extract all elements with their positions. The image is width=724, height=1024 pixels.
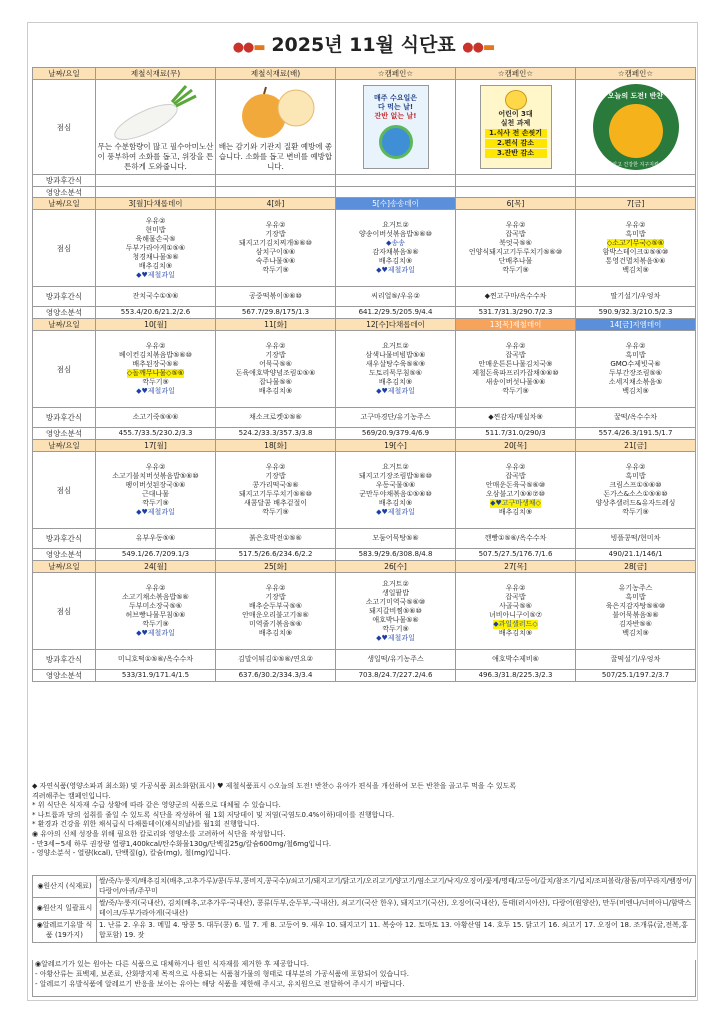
menu-item: ◇돌깨무나물◇⑤⑥: [126, 369, 185, 377]
footer-text: 쌀/죽/누룽지/배추김치(배추,고추가루)/콩(두부,콩비지,콩국수)/쇠고기/돼지고기/닭고기/오리고기/양고기/염소고기/낙지/오징어/꽃게/명태/고등어/갈치/참조기/넙치/조피볼락/참돔/미꾸라지/뱀장어/다랑어/아귀/주꾸미: [97, 876, 696, 898]
day-header: 14[금]지엠데이: [576, 319, 696, 331]
poster-text: 1.식사 전 손씻기: [485, 129, 547, 138]
campaign-poster-2: [480, 85, 552, 169]
day-header: 4[화]: [216, 198, 336, 210]
note-line: * 나트륨과 당의 섭취를 줄일 수 있도록 식단을 작성하여 월 1회 저당데이 및 저염(국염도0.4%이하)데이를 진행합니다.: [32, 810, 395, 819]
plate-icon: [609, 104, 663, 158]
snack-cell: ◆찐고구마/옥수수차: [456, 287, 576, 307]
menu-item: 근대나물: [141, 490, 170, 498]
menu-item: 우유②: [625, 342, 646, 350]
menu-item: 배추김치⑨: [138, 261, 173, 270]
menu-item: 깍두기⑨: [262, 508, 289, 516]
poster-text: 매주 수요일은: [373, 94, 417, 102]
warning-line: - 알레르기 유발식품에 알레르기 반응을 보이는 유아는 해당 식품을 제한해 주시고, 유치원으로 전달하여 주시기 바랍니다.: [35, 979, 405, 988]
campaign-poster-3: [593, 84, 679, 170]
menu-item: 우유②: [505, 221, 526, 229]
empty-cell: [216, 175, 336, 187]
day-header: 17[월]: [96, 440, 216, 452]
menu-item: ◆♥고구마생채◇: [490, 499, 541, 507]
snack-cell: 김말이튀김①⑤⑥/연요②: [216, 650, 336, 670]
menu-item: 어묵국⑤⑥: [259, 360, 292, 368]
lunch-cell: [336, 452, 456, 529]
menu-item: 삼치구이⑤⑥: [255, 248, 296, 256]
menu-item: 잡나물⑤⑥: [259, 378, 292, 386]
menu-item: 깍두기⑨: [262, 266, 289, 274]
lunch-label: 점심: [33, 80, 96, 175]
fruit-decoration-icon: ●●▬: [232, 40, 265, 55]
empty-cell: [456, 175, 576, 187]
snack-cell: 미니호떡①⑤⑥/옥수수차: [96, 650, 216, 670]
snack-label: 방과후간식: [33, 408, 96, 428]
poster-text: 맛있고 건강한 지구지킴이: [607, 162, 664, 168]
menu-item: 배추김치⑨: [498, 508, 533, 516]
nutrition-cell: 703.8/24.7/227.2/4.6: [336, 670, 456, 682]
menu-item: 언양식돼지고기두루치기⑤⑥⑩: [468, 248, 563, 256]
empty-cell: [336, 187, 456, 198]
earth-icon: [379, 125, 413, 159]
menu-item: 청경채나물⑤⑥: [132, 252, 179, 261]
menu-item: 우유②: [145, 584, 166, 592]
lunch-cell: [456, 331, 576, 408]
poster-text: 2.편식 감소: [485, 139, 547, 148]
note-line: 격려해주는 캠페인입니다.: [32, 791, 111, 800]
menu-item: 깍두기⑨: [622, 508, 649, 516]
nutrition-cell: 557.4/26.3/191.5/1.7: [576, 428, 696, 440]
snack-label: 방과후간식: [33, 175, 96, 187]
menu-item: 우유②: [145, 463, 166, 471]
campaign-poster-challenge: [576, 80, 696, 175]
title-text: 2025년 11월 식단표: [271, 34, 456, 56]
day-header: 25[화]: [216, 561, 336, 573]
menu-item: 요거트②: [382, 342, 409, 350]
menu-item: 배추된장국⑤⑥: [132, 360, 179, 368]
menu-item: 흑미밥: [625, 351, 646, 359]
menu-item: 우유②: [145, 342, 166, 350]
menu-item: 배추김치⑨: [258, 387, 293, 395]
day-label: 날짜/요일: [33, 440, 96, 452]
snack-cell: 공중떡볶이⑤⑥⑩: [216, 287, 336, 307]
empty-cell: [576, 187, 696, 198]
lunch-cell: [336, 210, 456, 287]
nutrition-cell: 553.4/20.6/21.2/2.6: [96, 307, 216, 319]
menu-item: 배추김치⑨: [258, 629, 293, 637]
menu-item: 우유②: [265, 463, 286, 471]
snack-cell: 꿀떡/옥수수차: [576, 408, 696, 428]
menu-item: 안매운돈육국⑤⑥⑩: [485, 481, 546, 489]
menu-item: 배추김치⑨: [378, 257, 413, 265]
lunch-cell: [456, 210, 576, 287]
radish-icon: [106, 82, 206, 140]
snack-cell: 깬빵①⑤⑥/옥수수차: [456, 529, 576, 549]
menu-item: ◆♥제철과일: [136, 270, 175, 279]
nutrition-label: 영양소분석: [33, 670, 96, 682]
snack-label: 방과후간식: [33, 287, 96, 307]
menu-item: 기장밥: [265, 593, 286, 601]
menu-item: 배추김치⑨: [378, 499, 413, 507]
note-line: ◉ 유아의 신체 성장을 위해 필요한 칼로리와 영양소를 고려하여 식단을 작성합니다.: [32, 829, 286, 838]
snack-cell: 붉은호박전①⑤⑥: [216, 529, 336, 549]
menu-item: 배추김치⑨: [498, 629, 533, 637]
snack-cell: 잔치국수①⑤⑥: [96, 287, 216, 307]
intro-header: 제철식재료(무): [96, 68, 216, 80]
menu-item: 흑미밥: [625, 230, 646, 238]
footer-text: 쌀/죽/누룽지(국내산), 김치(배추,고추가루-국내산), 콩류(두부,순두부,-국내산), 쇠고기(국산 한우), 돼지고기(국산), 오징어(국내산), 동태(러시아산), 다랑어(원양산), 만두(비엔나/너비아니/함박스테이크/두부가라아게(국내산): [97, 898, 696, 920]
snack-label: 방과후간식: [33, 529, 96, 549]
menu-item: 요거트②: [382, 221, 409, 229]
menu-item: 우유②: [505, 584, 526, 592]
menu-item: 돼지고기김치찌개⑤⑥⑩: [239, 239, 312, 247]
menu-item: 기장밥: [265, 230, 286, 238]
lunch-cell: [96, 452, 216, 529]
menu-sheet: [27, 22, 698, 1001]
nutrition-cell: 637.6/30.2/334.3/3.4: [216, 670, 336, 682]
intro-header: 제철식재료(배): [216, 68, 336, 80]
empty-cell: [576, 175, 696, 187]
menu-item: ◆♥제철과일: [136, 508, 175, 516]
menu-item: 소고기미역국⑤⑥⑩: [365, 597, 426, 606]
nutrition-cell: 507/25.1/197.2/3.7: [576, 670, 696, 682]
poster-text: 3.잔반 감소: [485, 149, 547, 158]
campaign-poster-clean-plate: [336, 80, 456, 175]
menu-item: 깍두기⑨: [142, 499, 169, 507]
empty-cell: [96, 187, 216, 198]
menu-item: 제철돈육파프리카잡채⑤⑥⑩: [472, 369, 559, 377]
snack-cell: 빙플콩떡/현미차: [576, 529, 696, 549]
campaign-poster-three-tasks: [456, 80, 576, 175]
menu-item: 우유②: [265, 221, 286, 229]
day-header: 12[수]다채롭데이: [336, 319, 456, 331]
lunch-cell: [216, 573, 336, 650]
menu-item: 잡곡밥: [505, 230, 526, 238]
menu-item: ◆♥제철과일: [376, 508, 415, 516]
nutrition-cell: 524.2/33.3/357.3/3.8: [216, 428, 336, 440]
menu-item: 깍두기⑨: [382, 624, 409, 633]
menu-item: 돼지고기장조림밥⑤⑥⑩: [359, 472, 432, 480]
menu-item: 흑미밥: [625, 472, 646, 480]
menu-item: 미역줄기볶음⑤⑥: [248, 620, 303, 628]
menu-item: 유기농주스: [618, 584, 653, 592]
menu-item: 현미밥: [145, 225, 166, 234]
campaign-poster-1: [363, 85, 429, 169]
lunch-cell: [216, 331, 336, 408]
nutrition-cell: 533/31.9/171.4/1.5: [96, 670, 216, 682]
menu-item: 애호박나물⑤⑥: [372, 615, 419, 624]
menu-item: 크림스프①⑤⑥⑩: [609, 481, 662, 489]
menu-item: 함박스테이크①⑤⑥⑩: [602, 248, 669, 256]
empty-cell: [96, 175, 216, 187]
allergy-warning: [32, 960, 696, 997]
lunch-cell: [96, 573, 216, 650]
day-header: 18[화]: [216, 440, 336, 452]
menu-table: [32, 67, 696, 682]
menu-item: 소고기채소볶음밥⑤⑥: [122, 593, 189, 601]
menu-item: 백김치⑨: [622, 629, 649, 637]
menu-item: 안매운튼튼나물김치국⑨: [478, 360, 553, 368]
menu-item: 깍두기⑨: [142, 620, 169, 628]
menu-item: 단배추나물: [498, 257, 533, 265]
poster-text: 어린이 3대: [498, 110, 533, 118]
day-header: 6[목]: [456, 198, 576, 210]
nutrition-cell: 531.7/31.3/290.7/2.3: [456, 307, 576, 319]
menu-item: 베이컨김치볶음밥⑤⑥⑩: [119, 351, 192, 359]
nutrition-cell: 507.5/27.5/176.7/1.6: [456, 549, 576, 561]
menu-item: 기장밥: [265, 472, 286, 480]
lunch-label: 점심: [33, 210, 96, 287]
snack-cell: 채소크로켓①⑤⑥: [216, 408, 336, 428]
lunch-cell: [576, 210, 696, 287]
menu-item: 깍두기⑨: [142, 378, 169, 386]
pear-illustration: [216, 80, 336, 175]
day-label: 날짜/요일: [33, 319, 96, 331]
lunch-cell: [336, 331, 456, 408]
lunch-cell: [96, 331, 216, 408]
menu-item: 양송이버섯볶음밥⑤⑥⑩: [359, 230, 432, 238]
menu-item: 통영건멸치볶음⑤⑥: [605, 257, 666, 265]
lunch-cell: [576, 331, 696, 408]
day-label: 날짜/요일: [33, 198, 96, 210]
warning-line: ◉알레르기가 있는 원아는 다른 식품으로 대체하거나 원인 식자재를 제거한 후 제공합니다.: [35, 960, 310, 968]
menu-item: 돈육애호박양념조림①⑤⑥: [235, 369, 316, 377]
poster-text: 오늘의 도전! 반찬: [607, 92, 664, 100]
menu-item: 우유②: [625, 463, 646, 471]
menu-item: 숙주나물⑤⑥: [255, 257, 296, 265]
menu-item: 우유②: [505, 342, 526, 350]
note-line: * 환경과 건강을 위한 채식급식 다채롭데이(채식의날)를 월1회 진행합니다.: [32, 820, 260, 829]
menu-item: 안매운오리불고기⑤⑥: [242, 611, 309, 619]
poster-text: 실천 과제: [500, 119, 531, 127]
menu-item: 새콤달콤 배추겉절이: [243, 499, 308, 507]
menu-item: 우유②: [265, 584, 286, 592]
note-line: * 위 식단은 식자재 수급 상황에 따라 같은 영양군의 식품으로 대체될 수 있습니다.: [32, 801, 281, 810]
nutrition-cell: 569/20.9/379.4/6.9: [336, 428, 456, 440]
menu-item: 깍두기⑨: [502, 387, 529, 395]
nutrition-cell: 567.7/29.8/175/1.3: [216, 307, 336, 319]
menu-item: 허브빵나물무침⑤⑥: [125, 611, 186, 619]
menu-item: 소세지채소볶음⑤: [608, 378, 663, 386]
menu-item: 새우살탕수육⑤⑥⑨: [365, 360, 426, 368]
menu-item: 우유②: [505, 463, 526, 471]
nutrition-cell: 517.5/26.6/234.6/2.2: [216, 549, 336, 561]
snack-cell: 딸기설기/우엉차: [576, 287, 696, 307]
snack-cell: ◆찐감자/매실차⑨: [456, 408, 576, 428]
menu-item: ◇소고기무국◇⑤⑥: [606, 239, 665, 247]
menu-item: 요거트②: [382, 579, 409, 588]
snack-cell: 소고기죽⑤⑥⑥: [96, 408, 216, 428]
lunch-cell: [456, 573, 576, 650]
day-header: 26[수]: [336, 561, 456, 573]
warning-line: - 아황산류는 표백제, 보존료, 산화방지제 목적으로 사용되는 식품첨가물의 형태로 대부분의 가공식품에 포함되어 있습니다.: [35, 969, 410, 978]
day-header: 10[월]: [96, 319, 216, 331]
lunch-cell: [216, 452, 336, 529]
menu-item: ◆♥제철과일: [136, 387, 175, 395]
lunch-cell: [216, 210, 336, 287]
menu-item: 군만두야채볶음①⑤⑥⑩: [359, 490, 432, 498]
menu-item: 육해물손국⑤: [135, 234, 176, 243]
menu-item: 북엇국⑤⑥: [499, 239, 532, 247]
nutrition-label: 영양소분석: [33, 428, 96, 440]
menu-item: 돼지갈비찜⑤⑥⑩: [369, 606, 422, 615]
menu-item: 우유②: [625, 221, 646, 229]
snack-label: 방과후간식: [33, 650, 96, 670]
menu-item: ◆♥제철과일: [376, 266, 415, 274]
menu-item: ◆♥제철과일: [376, 633, 415, 642]
day-label: 날짜/요일: [33, 68, 96, 80]
menu-item: 오삼불고기⑤⑥⑦⑩: [486, 490, 545, 498]
day-header: 5[수]송송데이: [336, 198, 456, 210]
menu-item: 김자반⑤⑥: [619, 620, 652, 628]
menu-item: 배추순두부국⑤⑥: [248, 602, 303, 610]
footer-label: ◉원산지 일괄표시: [33, 898, 97, 920]
intro-header: ☆캠페인☆: [576, 68, 696, 80]
snack-cell: 모둠어묵탕⑤⑥: [336, 529, 456, 549]
menu-item: 우유②: [145, 216, 166, 225]
menu-item: 도토리묵무침⑤⑥: [368, 369, 423, 377]
menu-item: 양상추샐러드&유자드레싱: [595, 499, 676, 507]
day-header: 24[월]: [96, 561, 216, 573]
footer-label: ◉원산지 (식재료): [33, 876, 97, 898]
nutrition-cell: 455.7/33.5/230.2/3.3: [96, 428, 216, 440]
page-title: [28, 27, 699, 63]
lunch-cell: [336, 573, 456, 650]
nutrition-cell: 490/21.1/146/1: [576, 549, 696, 561]
menu-item: 녀비아니구이⑤⑦: [488, 611, 543, 619]
origin-allergy-table: [32, 875, 696, 943]
menu-item: 기장밥: [265, 351, 286, 359]
snack-cell: 유부우동⑤⑥: [96, 529, 216, 549]
menu-item: 잡곡밥: [505, 472, 526, 480]
radish-note: 무는 수분함량이 많고 필수아미노산이 풍부하여 소화를 돕고, 위장을 튼튼하게 도와줍니다.: [97, 142, 214, 171]
intro-header: ☆캠페인☆: [336, 68, 456, 80]
nutrition-label: 영양소분석: [33, 549, 96, 561]
snack-cell: 고구마경단/유기농주스: [336, 408, 456, 428]
day-header: 28[금]: [576, 561, 696, 573]
day-header: 27[목]: [456, 561, 576, 573]
pear-icon: [226, 82, 326, 140]
lunch-cell: [576, 452, 696, 529]
menu-item: 우동국물⑤⑥: [375, 481, 416, 489]
day-header: 21[금]: [576, 440, 696, 452]
menu-item: 돼지고기두루치기⑤⑥⑩: [239, 490, 312, 498]
notes-section: [32, 782, 696, 859]
menu-item: 백김치⑨: [622, 266, 649, 274]
snack-cell: 씨리얼⑤/우유②: [336, 287, 456, 307]
poster-text: 잔반 없는 날!: [374, 112, 417, 120]
menu-item: 우유②: [265, 342, 286, 350]
menu-item: 깍두기⑨: [502, 266, 529, 274]
day-header: 13[목]제철데이: [456, 319, 576, 331]
menu-item: 배추김치⑨: [378, 378, 413, 386]
menu-item: 콩가리떡국⑤⑥: [252, 481, 299, 489]
menu-item: GMO수제빗국⑥: [610, 360, 661, 368]
footer-label: ◉알레르기유발 식품 (19가지): [33, 920, 97, 942]
snack-cell: 생일떡/유기농주스: [336, 650, 456, 670]
menu-item: 소고기불치버섯볶음밥⑤⑥⑩: [112, 472, 199, 480]
pear-note: 배는 감기와 기관지 질환 예방에 좋습니다. 소화를 돕고 변비를 예방합니다.: [218, 142, 333, 171]
menu-item: 잡곡밥: [505, 351, 526, 359]
note-line: - 만3세~5세 하루 권장량 열량1,400kcal/탄수화물130g/단백질25g/칼슘600mg/철6mg입니다.: [32, 839, 332, 848]
menu-item: ◆과일샐러드◇: [493, 620, 538, 628]
nutrition-cell: 583.9/29.6/308.8/4.8: [336, 549, 456, 561]
menu-item: 요거트②: [382, 463, 409, 471]
lunch-label: 점심: [33, 331, 96, 408]
day-header: 3[월]다채롭데이: [96, 198, 216, 210]
intro-header: ☆캠페인☆: [456, 68, 576, 80]
lunch-cell: [456, 452, 576, 529]
menu-item: 백김치⑨: [622, 387, 649, 395]
lunch-cell: [576, 573, 696, 650]
lunch-cell: [96, 210, 216, 287]
nutrition-label: 영양소분석: [33, 187, 96, 198]
menu-item: ◆송송: [386, 239, 405, 247]
nutrition-cell: 590.9/32.3/210.5/2.3: [576, 307, 696, 319]
menu-item: 팽이버섯된장국⑤⑥: [125, 481, 186, 489]
day-header: 7[금]: [576, 198, 696, 210]
day-header: 20[목]: [456, 440, 576, 452]
snack-cell: 꿀떡설기/우엉차: [576, 650, 696, 670]
menu-item: 흑미밥: [625, 593, 646, 601]
menu-item: ◆♥제철과일: [136, 629, 175, 637]
menu-item: 불어묵볶음⑤⑥: [612, 611, 659, 619]
menu-item: 삼색나물비빔밥⑤⑥: [365, 351, 426, 359]
menu-item: 사골국⑤⑥: [499, 602, 532, 610]
menu-item: ◆♥제철과일: [376, 387, 415, 395]
menu-item: 육은지감자탕⑤⑥⑩: [605, 602, 666, 610]
menu-item: 두부간장조림⑤⑥: [608, 369, 663, 377]
nutrition-label: 영양소분석: [33, 307, 96, 319]
day-label: 날짜/요일: [33, 561, 96, 573]
note-line: - 영양소분석 - 열량(kcal), 단백질(g), 칼슘(mg), 철(mg)입니다.: [32, 849, 231, 858]
nutrition-cell: 641.2/29.5/205.9/4.4: [336, 307, 456, 319]
empty-cell: [336, 175, 456, 187]
lunch-label: 점심: [33, 573, 96, 650]
poster-text: 다 먹는 날!: [377, 103, 414, 111]
nutrition-cell: 496.3/31.8/225.3/2.3: [456, 670, 576, 682]
empty-cell: [456, 187, 576, 198]
menu-item: 생일팥밥: [381, 588, 410, 597]
menu-item: 돈가스&소스①⑤⑥⑩: [603, 490, 668, 498]
menu-item: 두부가라아게①⑤⑥: [125, 243, 186, 252]
chef-icon: [505, 90, 527, 110]
day-header: 19[수]: [336, 440, 456, 452]
radish-illustration: [96, 80, 216, 175]
nutrition-cell: 549.1/26.7/209.1/3: [96, 549, 216, 561]
menu-item: 감자채볶음⑤⑥: [372, 248, 419, 256]
menu-item: 잡곡밥: [505, 593, 526, 601]
snack-cell: 애호박수제비⑥: [456, 650, 576, 670]
lunch-label: 점심: [33, 452, 96, 529]
day-header: 11[화]: [216, 319, 336, 331]
fruit-decoration-icon: ●●▬: [462, 40, 495, 55]
footer-text: 1. 난류 2. 우유 3. 메밀 4. 땅콩 5. 대두(콩) 6. 밀 7. 게 8. 고등어 9. 새우 10. 돼지고기 11. 복숭아 12. 토마토 13. 아황산염 14. 호두 15. 닭고기 16. 쇠고기 17. 오징어 18. 조개류(굴,전복,홍합포함) 19. 잣: [97, 920, 696, 942]
nutrition-cell: 511.7/31.0/290/3: [456, 428, 576, 440]
note-line: ◆ 자연식품(영양소파괴 최소화) 및 가공식품 최소화함(표시) ♥ 제철식품표시 ◇오늘의 도전! 반찬◇ 유아가 편식을 개선하여 모든 반찬을 골고루 먹을 수 있도록: [32, 782, 517, 790]
empty-cell: [216, 187, 336, 198]
menu-item: 새송이버섯나물⑤⑥: [485, 378, 546, 386]
menu-item: 두부미소장국⑤⑥: [128, 602, 183, 610]
